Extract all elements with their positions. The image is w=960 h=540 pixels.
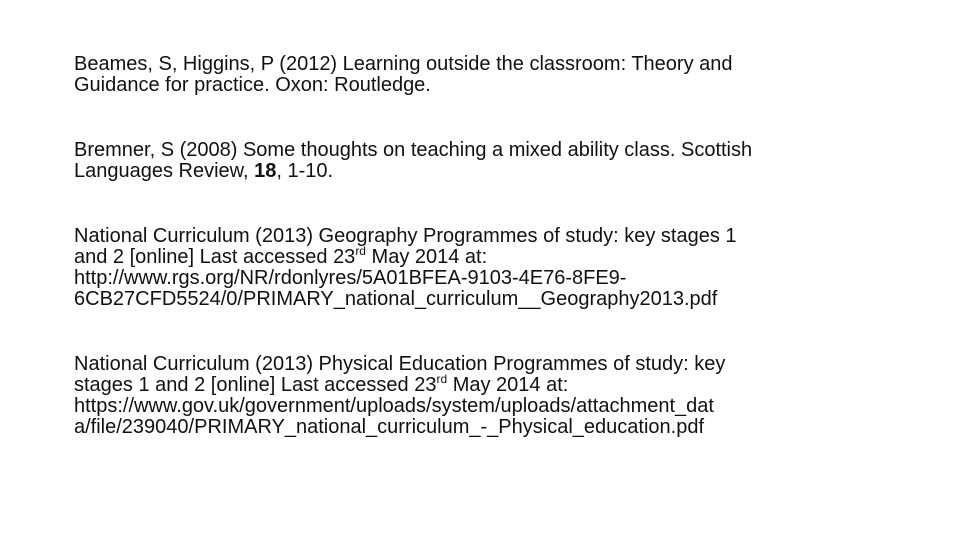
reference-text: Languages Review,: [74, 160, 255, 182]
reference-text: May 2014 at:: [365, 246, 488, 268]
volume-number: 18: [254, 160, 277, 182]
reference-beames-higgins: [74, 54, 894, 96]
ordinal-suffix: rd: [436, 372, 448, 386]
ordinal-suffix: rd: [355, 244, 366, 258]
reference-national-curriculum-geography: [74, 226, 894, 310]
reference-line: National Curriculum (2013) Geography Programmes of study: key stages 1: [74, 225, 737, 247]
reference-bremner: [74, 140, 894, 182]
reference-line: [74, 372, 894, 396]
reference-national-curriculum-pe: [74, 354, 894, 438]
reference-line: National Curriculum (2013) Physical Education Programmes of study: key: [74, 353, 726, 375]
reference-url-line: http://www.rgs.org/NR/rdonlyres/5A01BFEA-9103-4E76-8FE9-: [74, 267, 627, 289]
reference-line: [74, 161, 894, 182]
reference-text: stages 1 and 2 [online] Last accessed 23: [74, 374, 437, 396]
reference-url-line: https://www.gov.uk/government/uploads/system/uploads/attachment_dat: [74, 395, 714, 417]
reference-line: Beames, S, Higgins, P (2012) Learning outside the classroom: Theory and: [74, 53, 733, 75]
reference-url-line: 6CB27CFD5524/0/PRIMARY_national_curriculum__Geography2013.pdf: [74, 288, 718, 310]
reference-text: and 2 [online] Last accessed 23: [74, 246, 356, 268]
reference-text: , 1-10.: [276, 160, 334, 182]
reference-text: May 2014 at:: [447, 374, 569, 396]
reference-url-line: a/file/239040/PRIMARY_national_curriculum_-_Physical_education.pdf: [74, 416, 704, 438]
reference-line: Bremner, S (2008) Some thoughts on teaching a mixed ability class. Scottish: [74, 139, 753, 161]
reference-line: [74, 244, 894, 268]
reference-line: Guidance for practice. Oxon: Routledge.: [74, 74, 431, 96]
